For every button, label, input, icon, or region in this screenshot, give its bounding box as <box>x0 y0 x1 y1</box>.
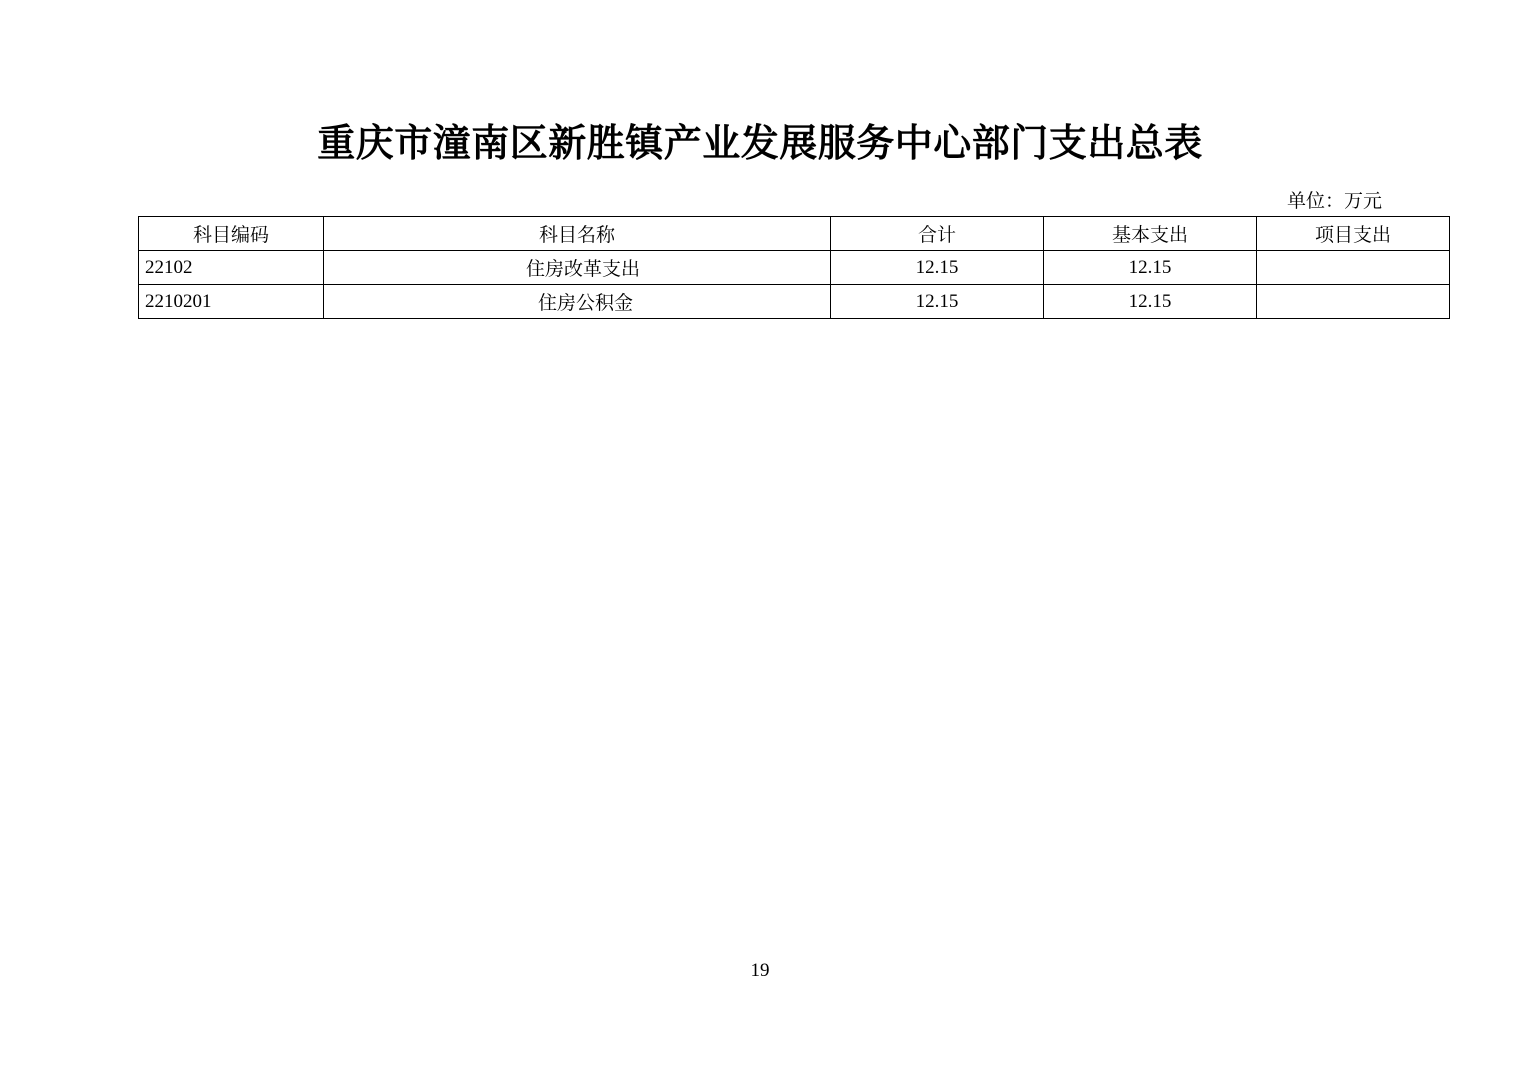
cell-total: 12.15 <box>831 251 1044 285</box>
cell-code: 2210201 <box>139 285 324 319</box>
column-header-name: 科目名称 <box>324 217 831 251</box>
cell-name-text: 住房公积金 <box>538 293 634 314</box>
cell-project <box>1257 251 1450 285</box>
column-header-basic: 基本支出 <box>1044 217 1257 251</box>
cell-total: 12.15 <box>831 285 1044 319</box>
cell-code: 22102 <box>139 251 324 285</box>
page-title: 重庆市潼南区新胜镇产业发展服务中心部门支出总表 <box>317 120 1203 165</box>
expenditure-table <box>138 216 1450 319</box>
column-header-total: 合计 <box>831 217 1044 251</box>
cell-project <box>1257 285 1450 319</box>
cell-basic: 12.15 <box>1044 285 1257 319</box>
unit-note: 单位：万元 <box>1286 191 1382 212</box>
table-header-row <box>139 217 1450 251</box>
table-row <box>139 251 1450 285</box>
column-header-project: 项目支出 <box>1257 217 1450 251</box>
column-header-code: 科目编码 <box>139 217 324 251</box>
cell-name-text: 住房改革支出 <box>526 259 641 280</box>
table-row <box>139 285 1450 319</box>
cell-basic: 12.15 <box>1044 251 1257 285</box>
cell-name <box>324 251 831 285</box>
page-number: 19 <box>750 960 770 981</box>
cell-name <box>324 285 831 319</box>
